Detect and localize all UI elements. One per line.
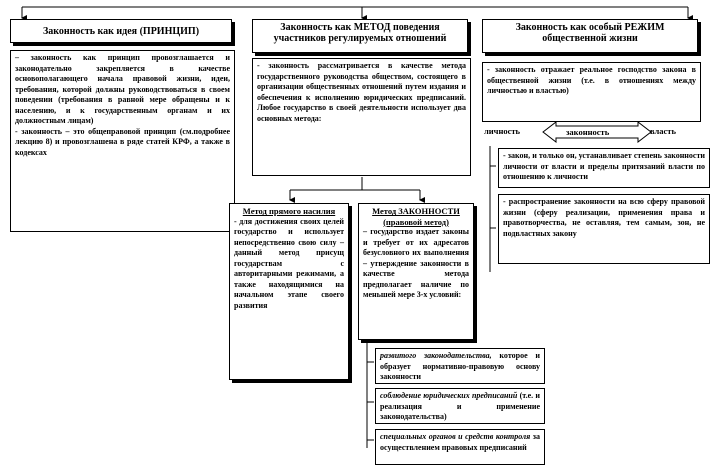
method-legality-box [358,203,474,340]
method-legality-text: – государство издает законы и требует от их адресатов безусловного их выполнения – утверждение законности в качестве метода предполагает наличие по меньшей мере 3-х условий: [363,227,469,299]
condition-2: соблюдение юридических предписаний (т.е. и реализация и применение законодательства) [375,388,545,424]
column-text-regime [482,62,701,122]
regime-item-1: - закон, и только он, устанавливает степень законности личности от власти и пределы притязаний власти по отношению к личности [498,148,710,188]
column-title-idea: Законность как идея (ПРИНЦИП) [10,19,232,43]
label-legality: законность [566,127,610,137]
method-direct-title: Метод прямого насилия [242,206,336,216]
idea-paragraph-1: – законность как принцип провозглашается и законодательно закрепляется в качестве основополагающего начала правовой жизни, идеи, требования, которой должны руководствоваться в своем поведении (требования в равной мере обращены и к населению, и к государственным органам и их должностным лицам) [15,53,230,125]
regime-item-2: - распространение законности на всю сферу правовой жизни (сферу реализации, применения права и правотворчества, не оставляя, тем самым, зон, не подвластных закону [498,194,710,264]
label-personality: личность [484,126,521,136]
method-paragraph: - законность рассматривается в качестве метода государственного руководства обществом, состоящего в организации общественных отношений путем издания и обеспечения к исполнению юридических предписаний. Любое государство в своей деятельности использует два основных метода: [257,61,466,123]
idea-paragraph-2: - законность – это общеправовой принцип (см.подробнее лекцию 8) и провозглашена в ряде статей КРФ, а также в кодексах [15,126,230,157]
condition-3: специальных органов и средств контроля за осуществлением правовых предписаний [375,429,545,465]
column-text-method [252,58,471,176]
method-legality-title: Метод ЗАКОННОСТИ (правовой метод) [372,206,460,227]
label-power: власть [650,126,676,136]
method-direct-box [229,203,349,380]
regime-paragraph: - законность отражает реальное господство закона в общественной жизни (т.е. в отношениях между личностью и властью) [487,65,696,95]
condition-1: развитого законодательства, которое и образует нормативно-правовую основу законности [375,348,545,384]
method-direct-text: - для достижения своих целей государство и использует непосредственно свою силу – данный метод присущ государствам с авторитарными режимами, а также находящимися на начальном этапе своего развития [234,216,344,310]
column-title-regime: Законность как особый РЕЖИМ общественной жизни [482,19,698,53]
column-title-method: Законность как МЕТОД поведения участников регулируемых отношений [252,19,468,53]
column-text-idea [10,50,235,232]
